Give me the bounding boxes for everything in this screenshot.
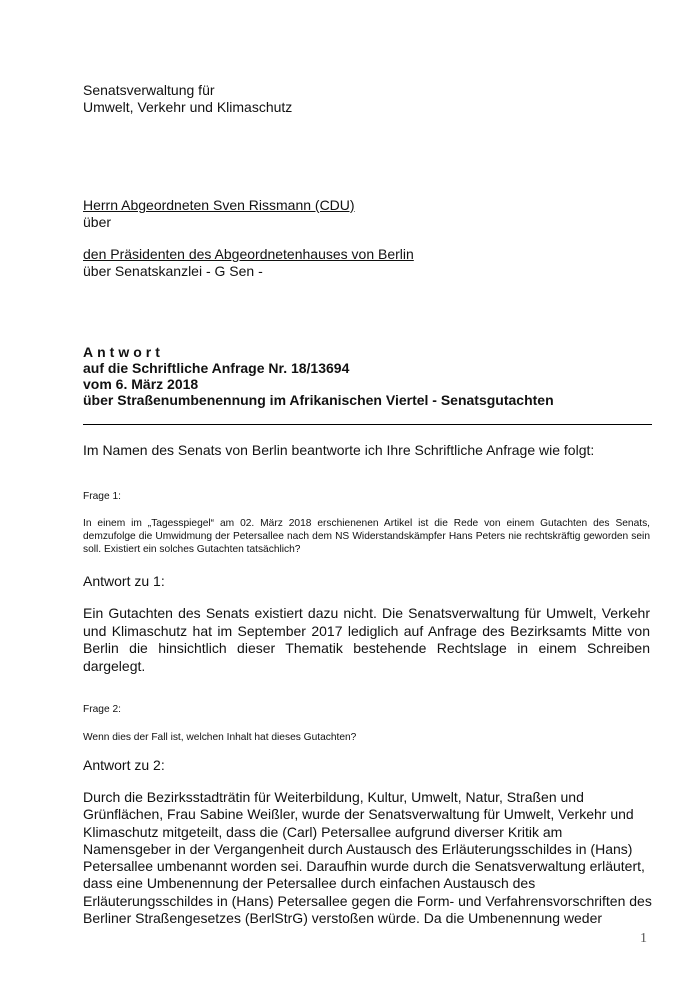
recipient-name: Herrn Abgeordneten Sven Rissmann (CDU): [83, 197, 355, 213]
recipient-via-2: über Senatskanzlei - G Sen -: [83, 263, 263, 279]
sender-line-1: Senatsverwaltung für: [83, 82, 215, 98]
recipient-via-1: über: [83, 214, 112, 230]
title-line-2: auf die Schriftliche Anfrage Nr. 18/13694: [83, 360, 350, 376]
page-number: 1: [640, 931, 647, 946]
frage-1-text: In einem im „Tagesspiegel“ am 02. März 2018 erschienenen Artikel ist die Rede von einem Gutachten des Senats, demzufolge die Umwidmung der Petersallee nach dem NS Widerstandskämpfer Hans Peters nie rechtskräftig geworden sein soll. Existiert ein solches Gutachten tatsächlich?: [83, 518, 650, 555]
title-divider: [83, 424, 652, 425]
antwort-2-text: Durch die Bezirksstadträtin für Weiterbildung, Kultur, Umwelt, Natur, Straßen und Grünflächen, Frau Sabine Weißler, wurde der Senatsverwaltung für Umwelt, Verkehr und Klimaschutz mitgeteilt, dass die (Carl) Petersallee aufgrund diverser Kritik am Namensgeber in der Vergangenheit durch Austausch des Erläuterungsschildes in (Hans) Petersallee umbenannt worden sei. Daraufhin wurde durch die Senatsverwaltung erläutert, dass eine Umbenennung der Petersallee durch einfachen Austausch des Erläuterungsschildes in (Hans) Petersallee gegen die Form- und Verfahrensvorschriften des Berliner Straßengesetzes (BerlStrG) verstoßen würde. Da die Umbenennung weder: [83, 789, 652, 927]
president-line: den Präsidenten des Abgeordnetenhauses von Berlin: [83, 246, 414, 262]
title-antwort: Antwort: [83, 344, 164, 360]
intro-text: Im Namen des Senats von Berlin beantworte ich Ihre Schriftliche Anfrage wie folgt:: [83, 442, 595, 458]
title-line-4: über Straßenumbenennung im Afrikanischen Viertel - Senatsgutachten: [83, 392, 554, 408]
frage-2-text: Wenn dies der Fall ist, welchen Inhalt hat dieses Gutachten?: [83, 732, 357, 743]
sender-block: [83, 82, 292, 116]
antwort-2-label: Antwort zu 2:: [83, 757, 165, 773]
document-title: [83, 344, 554, 408]
antwort-1-text: Ein Gutachten des Senats existiert dazu nicht. Die Senatsverwaltung für Umwelt, Verkehr und Klimaschutz hat im September 2017 lediglich auf Anfrage des Bezirksamts Mitte von Berlin die hinsichtlich dieser Thematik bestehende Rechtslage in einem Schreiben dargelegt.: [83, 605, 650, 674]
frage-2-label: Frage 2:: [83, 704, 121, 715]
recipient-block: [83, 197, 355, 231]
title-line-3: vom 6. März 2018: [83, 376, 199, 392]
antwort-1-label: Antwort zu 1:: [83, 573, 165, 589]
frage-1-label: Frage 1:: [83, 491, 121, 502]
president-block: [83, 246, 414, 280]
sender-line-2: Umwelt, Verkehr und Klimaschutz: [83, 99, 293, 115]
